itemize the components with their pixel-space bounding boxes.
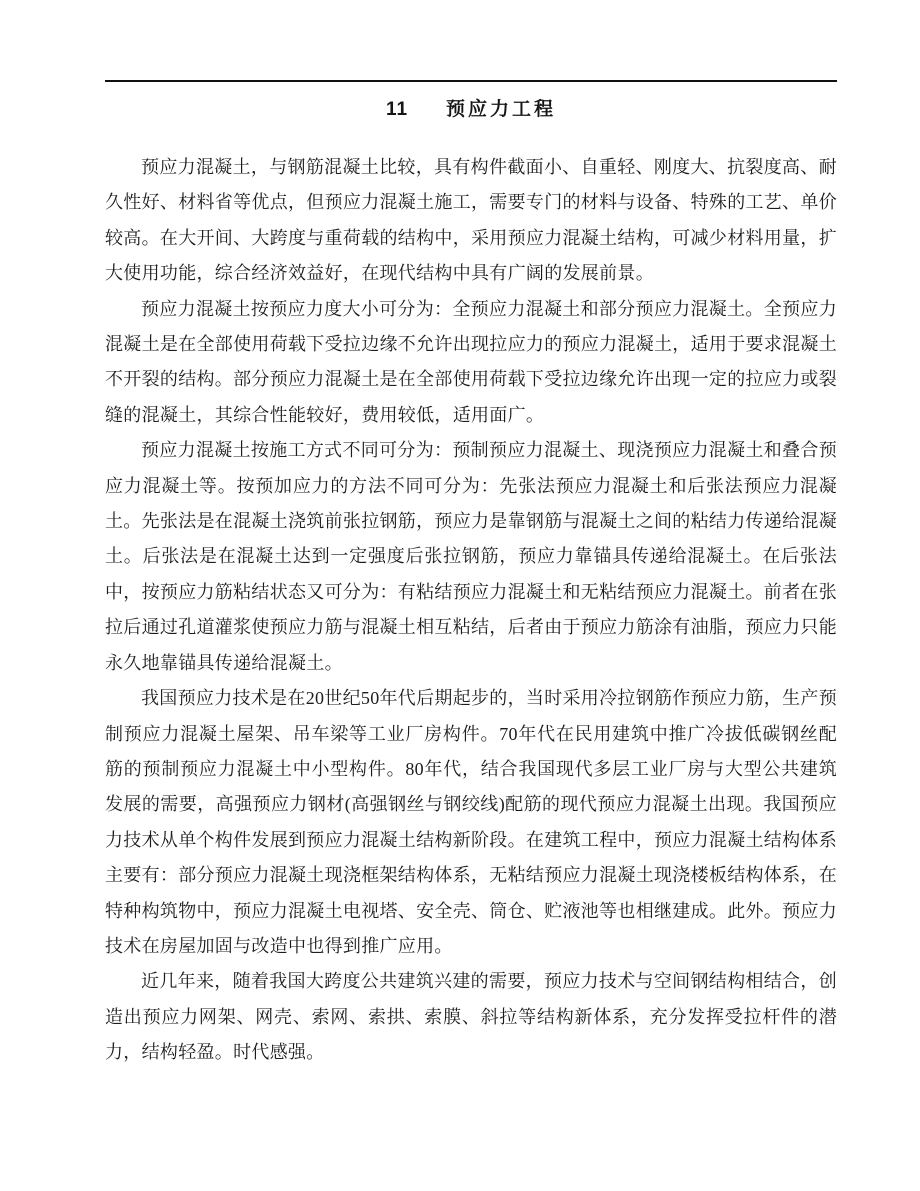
chapter-title: 预应力工程: [446, 99, 557, 120]
header-rule: [105, 80, 837, 82]
chapter-heading: [105, 97, 837, 123]
paragraph-recent-developments: 近几年来，随着我国大跨度公共建筑兴建的需要，预应力技术与空间钢结构相结合，创造出预应力网架、网壳、索网、索拱、索膜、斜拉等结构新体系，充分发挥受拉杆件的潜力，结构轻盈。时代感强。: [105, 971, 837, 1063]
paragraph-intro: 预应力混凝土，与钢筋混凝土比较，具有构件截面小、自重轻、刚度大、抗裂度高、耐久性好、材料省等优点，但预应力混凝土施工，需要专门的材料与设备、特殊的工艺、单价较高。在大开间、大跨度与重荷载的结构中，采用预应力混凝土结构，可减少材料用量，扩大使用功能，综合经济效益好，在现代结构中具有广阔的发展前景。: [105, 157, 837, 284]
paragraph-construction-methods: 预应力混凝土按施工方式不同可分为：预制预应力混凝土、现浇预应力混凝土和叠合预应力混凝土等。按预加应力的方法不同可分为：先张法预应力混凝土和后张法预应力混凝土。先张法是在混凝土浇筑前张拉钢筋，预应力是靠钢筋与混凝土之间的粘结力传递给混凝土。后张法是在混凝土达到一定强度后张拉钢筋，预应力靠锚具传递给混凝土。在后张法中，按预应力筋粘结状态又可分为：有粘结预应力混凝土和无粘结预应力混凝土。前者在张拉后通过孔道灌浆使预应力筋与混凝土相互粘结，后者由于预应力筋涂有油脂，预应力只能永久地靠锚具传递给混凝土。: [105, 440, 837, 673]
paragraph-degree-classification: 预应力混凝土按预应力度大小可分为：全预应力混凝土和部分预应力混凝土。全预应力混凝土是在全部使用荷载下受拉边缘不允许出现拉应力的预应力混凝土，适用于要求混凝土不开裂的结构。部分预应力混凝土是在全部使用荷载下受拉边缘允许出现一定的拉应力或裂缝的混凝土，其综合性能较好，费用较低，适用面广。: [105, 298, 837, 425]
body-text: [105, 150, 837, 1071]
paragraph-history: 我国预应力技术是在20世纪50年代后期起步的，当时采用冷拉钢筋作预应力筋，生产预制预应力混凝土屋架、吊车梁等工业厂房构件。70年代在民用建筑中推广冷拔低碳钢丝配筋的预制预应力混凝土中小型构件。80年代，结合我国现代多层工业厂房与大型公共建筑发展的需要，高强预应力钢材(高强钢丝与钢绞线)配筋的现代预应力混凝土出现。我国预应力技术从单个构件发展到预应力混凝土结构新阶段。在建筑工程中，预应力混凝土结构体系主要有：部分预应力混凝土现浇框架结构体系，无粘结预应力混凝土现浇楼板结构体系，在特种构筑物中，预应力混凝土电视塔、安全壳、筒仓、贮液池等也相继建成。此外。预应力技术在房屋加固与改造中也得到推广应用。: [105, 688, 837, 956]
chapter-number: 11: [385, 99, 409, 120]
